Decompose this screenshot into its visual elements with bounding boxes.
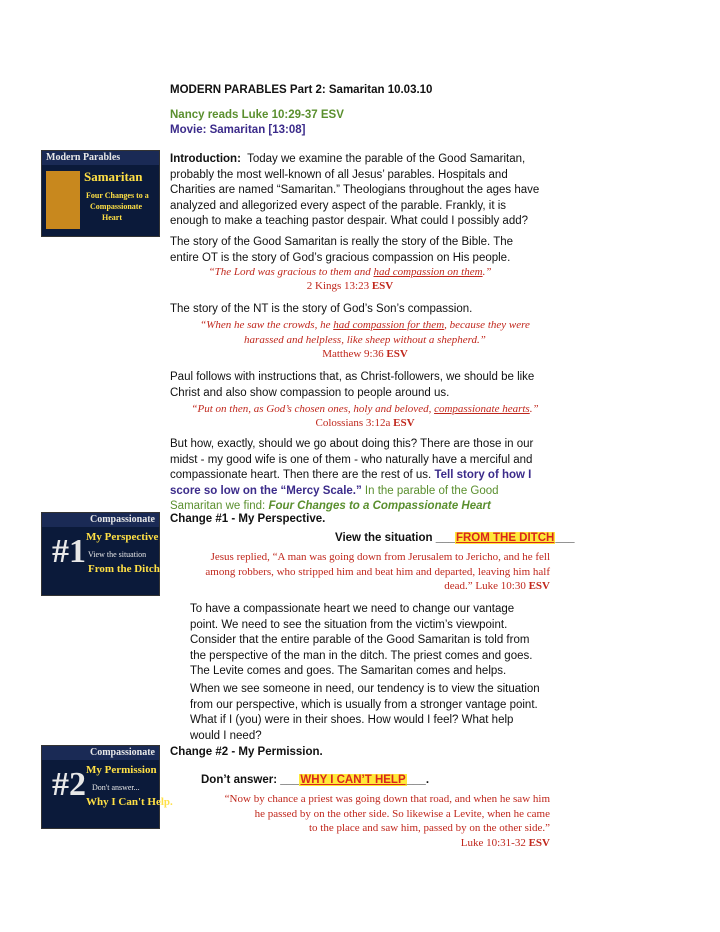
thumb-line: Four Changes to a (86, 191, 149, 200)
luke-10-31-quote: “Now by chance a priest was going down that road, and when he saw him he passed by on the other side. So likewise a Levite, when he came to the place and saw him, passed by on the other side.” Luke 10:31-32 ESV (224, 793, 550, 849)
thumb-banner: Compassionate (42, 746, 159, 760)
thumb-line: My Perspective (86, 531, 159, 543)
thumb-line: From the Ditch (88, 563, 160, 575)
intro-text: Today we examine the parable of the Good Samaritan, (247, 153, 526, 165)
paul-line: Paul follows with instructions that, as Christ-followers, we should be like (170, 371, 535, 383)
change-2-fill-in: Don’t answer: ___WHY I CAN’T HELP___. (201, 774, 430, 786)
thumb-line: Why I Can't Help. (86, 796, 173, 808)
change-1-heading: Change #1 - My Perspective. (170, 513, 326, 525)
thumb-line: View the situation (88, 550, 147, 559)
thumb-number: #1 (52, 533, 86, 570)
nt-line: The story of the NT is the story of God’s Son’s compassion. (170, 303, 473, 315)
samaritan-series-thumbnail (41, 150, 160, 237)
colossians-reference: Colossians 3:12a ESV (315, 417, 415, 429)
kings-reference: 2 Kings 13:23 ESV (306, 280, 394, 292)
change-1-answer: FROM THE DITCH (455, 532, 555, 544)
change-2-answer: WHY I CAN’T HELP (300, 774, 406, 786)
reading-note: Nancy reads Luke 10:29-37 ESV (170, 109, 344, 121)
intro-line: enough to make a teaching pastor despair. What could I possibly add? (170, 215, 529, 227)
intro-line: Charities are named “Samaritan.” Theologians throughout the ages have (170, 184, 540, 196)
kings-quote: “The Lord was gracious to them and had compassion on them.” (208, 266, 492, 278)
thumb-line: Compassionate (90, 202, 143, 211)
perspective-paragraph-1: To have a compassionate heart we need to change our vantage point. We need to see the situation from the victim’s viewpoint. Consider that the entire parable of the Good Samaritan is told from the perspective of the man in the ditch. The priest comes and goes. The Levite comes and goes. The Samaritan comes and helps. (190, 603, 533, 677)
paul-line: Christ and also show compassion to people around us. (170, 386, 450, 399)
change-1-fill-in: View the situation ___FROM THE DITCH___ (335, 532, 575, 544)
thumb-line: My Permission (86, 764, 157, 776)
ot-paragraph (170, 235, 690, 266)
thumb-line: Heart (102, 213, 122, 222)
how-paragraph: But how, exactly, should we go about doing this? There are those in our midst - my good wife is one of them - who naturally have a merciful and compassionate heart. Then there are the rest of us. Tell story of how I score so low on the “Mercy Scale.” In the parable of the Good Samaritan we find: Four Changes to a Compassionate Heart (170, 438, 534, 512)
ot-line: entire OT is the story of God’s gracious compassion on His people. (170, 251, 511, 264)
change-2-heading: Change #2 - My Permission. (170, 746, 323, 758)
perspective-paragraph-2: When we see someone in need, our tendency is to view the situation from our perspective, which is usually from a stronger vantage point. What if I (you) were in their shoes. How would I feel? What help would I need? (190, 683, 540, 742)
change-1-thumbnail (41, 512, 160, 596)
change-2-thumbnail (41, 745, 173, 829)
thumb-banner: Modern Parables (42, 151, 159, 165)
intro-line: probably the most well-known of all Jesus’ parables. Hospitals and (170, 168, 508, 181)
intro-paragraph (170, 152, 690, 230)
matthew-reference: Matthew 9:36 ESV (322, 348, 408, 360)
paul-paragraph (170, 370, 690, 401)
thumb-number: #2 (52, 766, 86, 803)
thumb-line: Don't answer... (92, 783, 140, 792)
luke-10-30-quote: Jesus replied, “A man was going down from Jerusalem to Jericho, and he fell among robbers, who stripped him and beat him and departed, leaving him half dead.” Luke 10:30 ESV (205, 551, 550, 592)
intro-line: analyzed and allegorized every aspect of the parable. Frankly, it is (170, 199, 507, 212)
movie-note: Movie: Samaritan [13:08] (170, 124, 306, 136)
thumb-banner: Compassionate (42, 513, 159, 527)
colossians-quote: “Put on then, as God’s chosen ones, holy and beloved, compassionate hearts.” (191, 403, 539, 415)
thumb-title: Samaritan (84, 169, 143, 184)
book-cover-image (46, 171, 80, 229)
document-title: MODERN PARABLES Part 2: Samaritan 10.03.10 (170, 84, 433, 96)
matthew-quote: “When he saw the crowds, he had compassion for them, because they were harassed and helpless, like sheep without a shepherd.” (200, 319, 530, 346)
intro-label: Introduction: (170, 153, 241, 165)
ot-line: The story of the Good Samaritan is really the story of the Bible. The (170, 236, 514, 248)
